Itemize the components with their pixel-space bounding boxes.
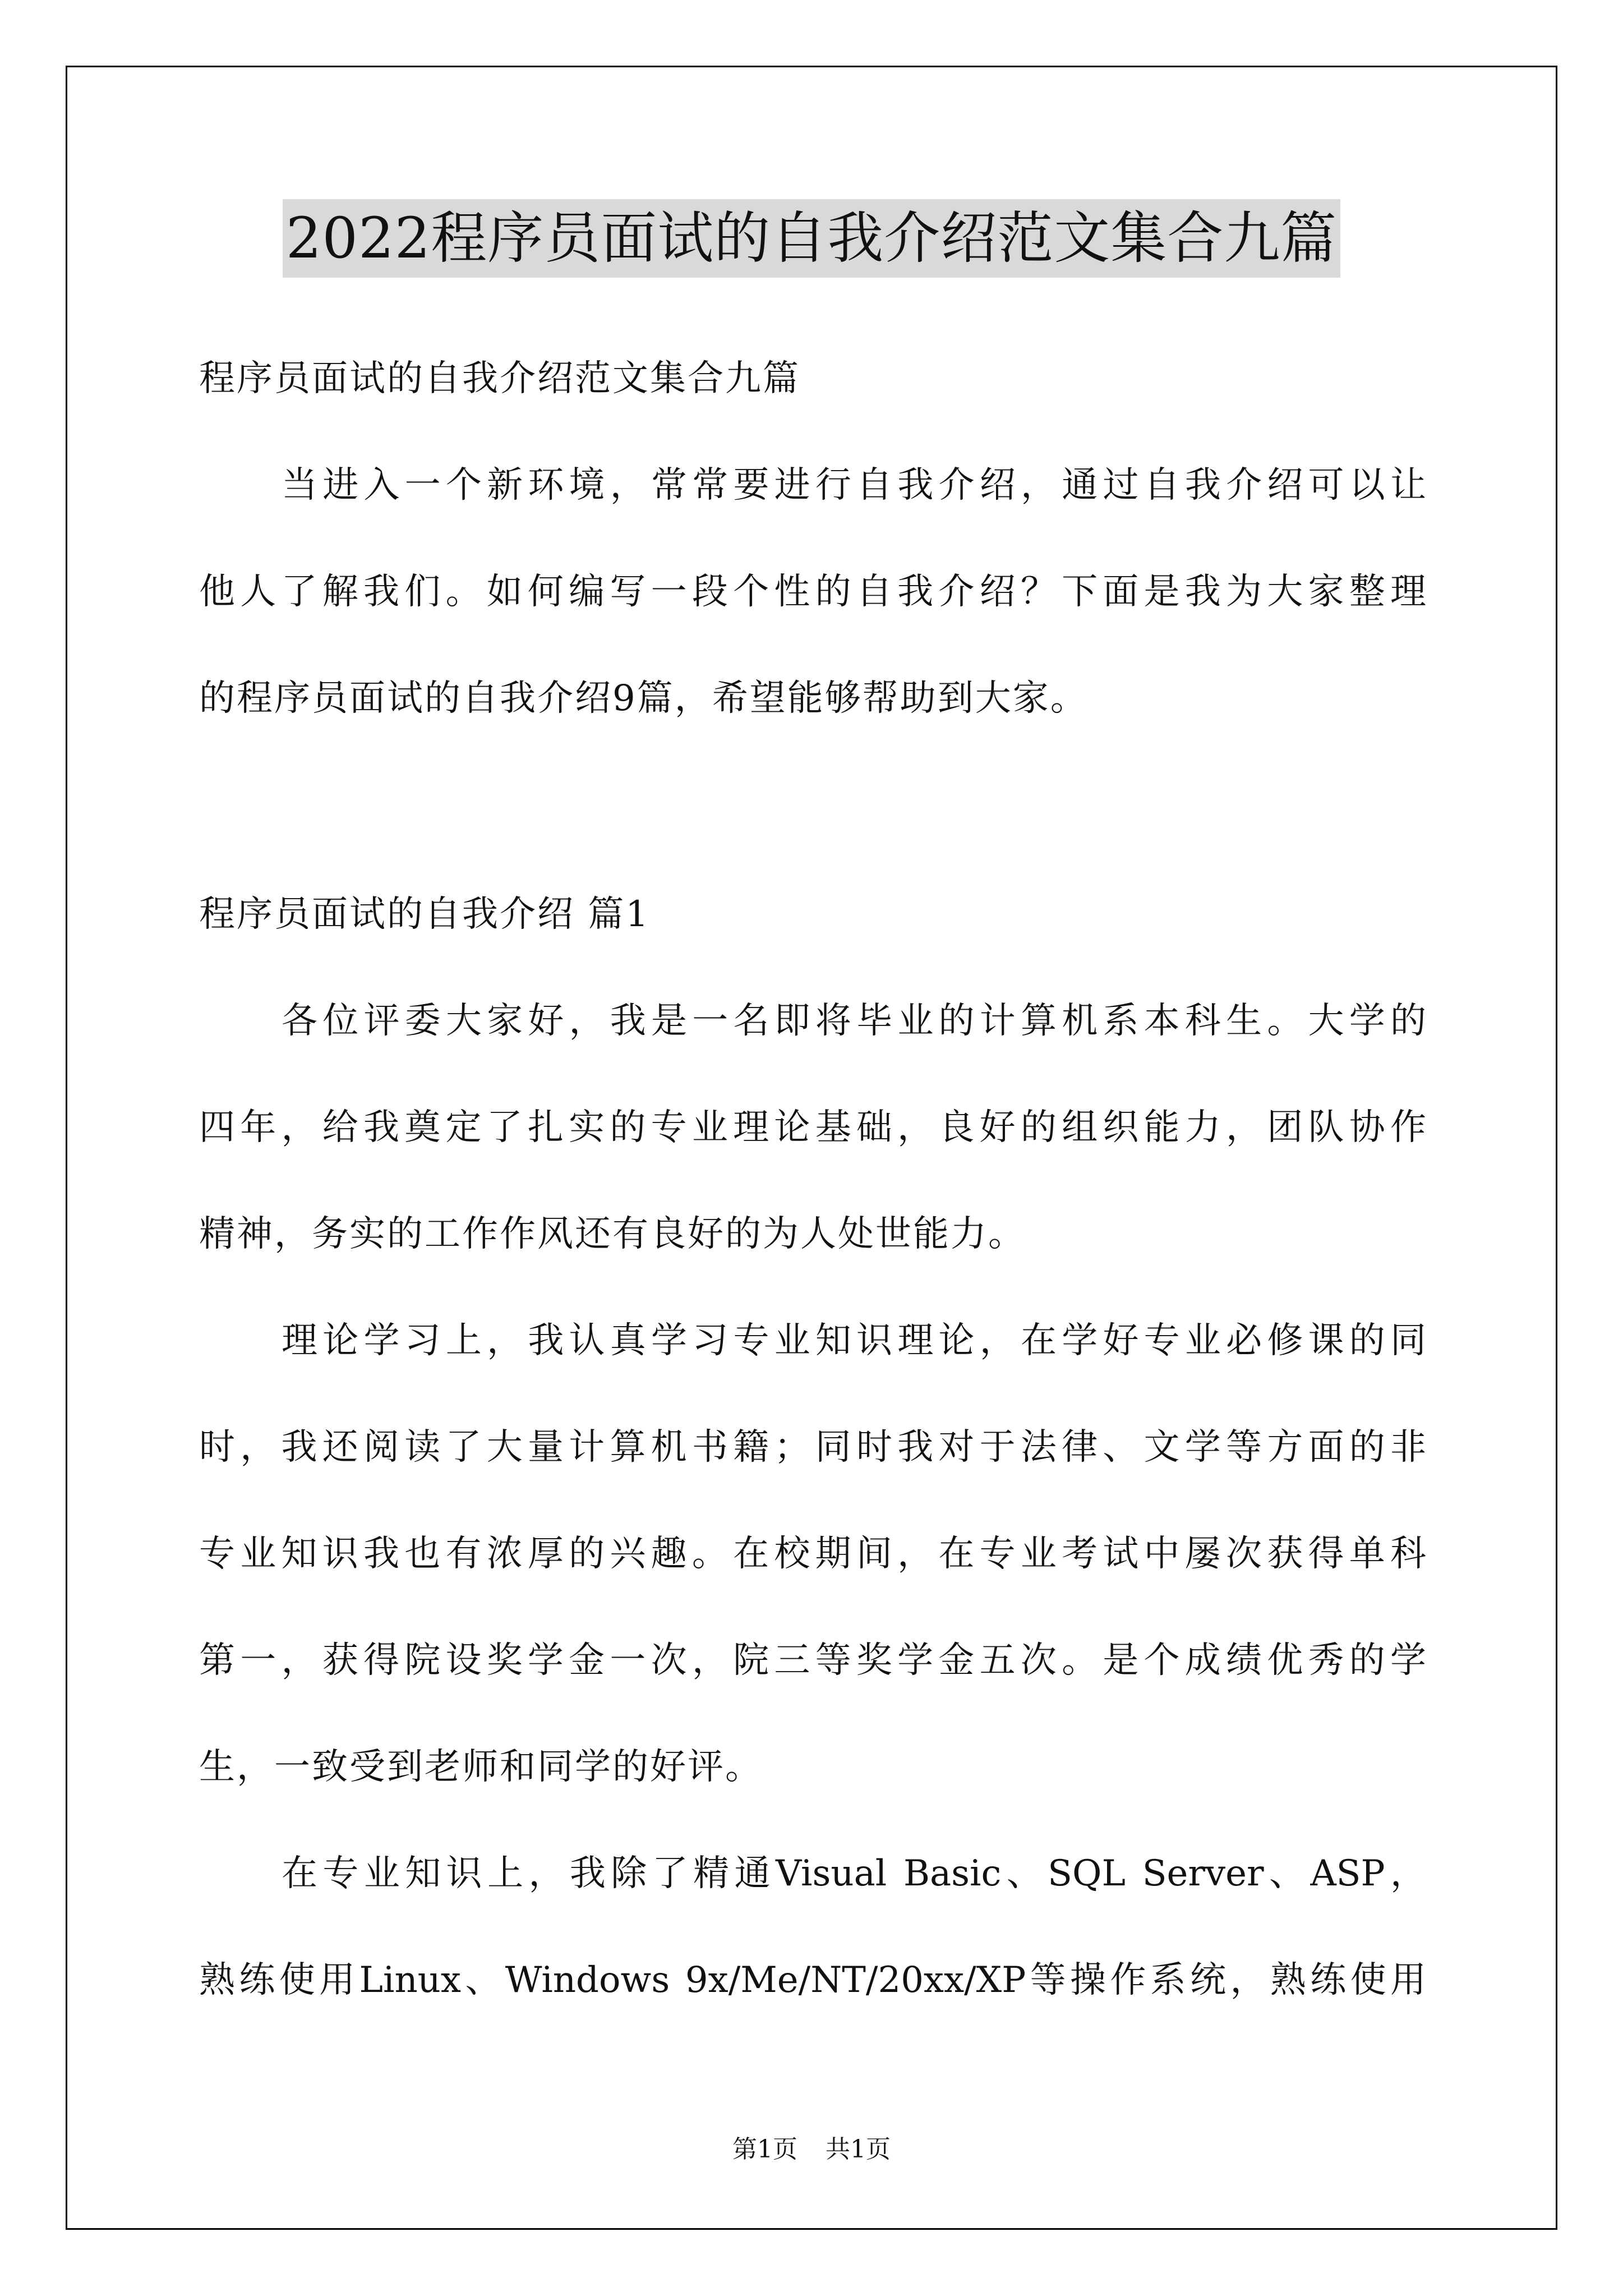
intro-line: 他人了解我们。如何编写一段个性的自我介绍？下面是我为大家整理	[199, 571, 1426, 613]
document-title: 2022程序员面试的自我介绍范文集合九篇	[283, 199, 1341, 278]
paragraph-line: 第一，获得院设奖学金一次，院三等奖学金五次。是个成绩优秀的学	[199, 1640, 1426, 1681]
paragraph-line: 各位评委大家好，我是一名即将毕业的计算机系本科生。大学的	[282, 1000, 1426, 1042]
page-number: 第1页	[732, 2135, 797, 2164]
page-total: 共1页	[826, 2135, 891, 2164]
section-heading: 程序员面试的自我介绍 篇1	[199, 894, 651, 935]
page-footer	[0, 2133, 1623, 2166]
paragraph-line: 四年，给我奠定了扎实的专业理论基础，良好的组织能力，团队协作	[199, 1107, 1426, 1148]
paragraph-line: 在专业知识上，我除了精通Visual Basic、SQL Server、ASP，	[282, 1853, 1426, 1894]
paragraph-line: 熟练使用Linux、Windows 9x/Me/NT/20xx/XP等操作系统，熟练使用	[199, 1959, 1426, 2001]
paragraph-line: 时，我还阅读了大量计算机书籍；同时我对于法律、文学等方面的非	[199, 1427, 1426, 1468]
intro-line: 当进入一个新环境，常常要进行自我介绍，通过自我介绍可以让	[282, 464, 1426, 506]
paragraph-line: 专业知识我也有浓厚的兴趣。在校期间，在专业考试中屡次获得单科	[199, 1533, 1426, 1575]
document-title-wrap	[0, 199, 1623, 278]
paragraph-line: 理论学习上，我认真学习专业知识理论，在学好专业必修课的同	[282, 1320, 1426, 1361]
intro-line: 的程序员面试的自我介绍9篇，希望能够帮助到大家。	[199, 678, 1088, 719]
paragraph-line: 精神，务实的工作作风还有良好的为人处世能力。	[199, 1213, 1026, 1255]
paragraph-line: 生，一致受到老师和同学的好评。	[199, 1746, 763, 1788]
document-subtitle: 程序员面试的自我介绍范文集合九篇	[199, 358, 800, 399]
